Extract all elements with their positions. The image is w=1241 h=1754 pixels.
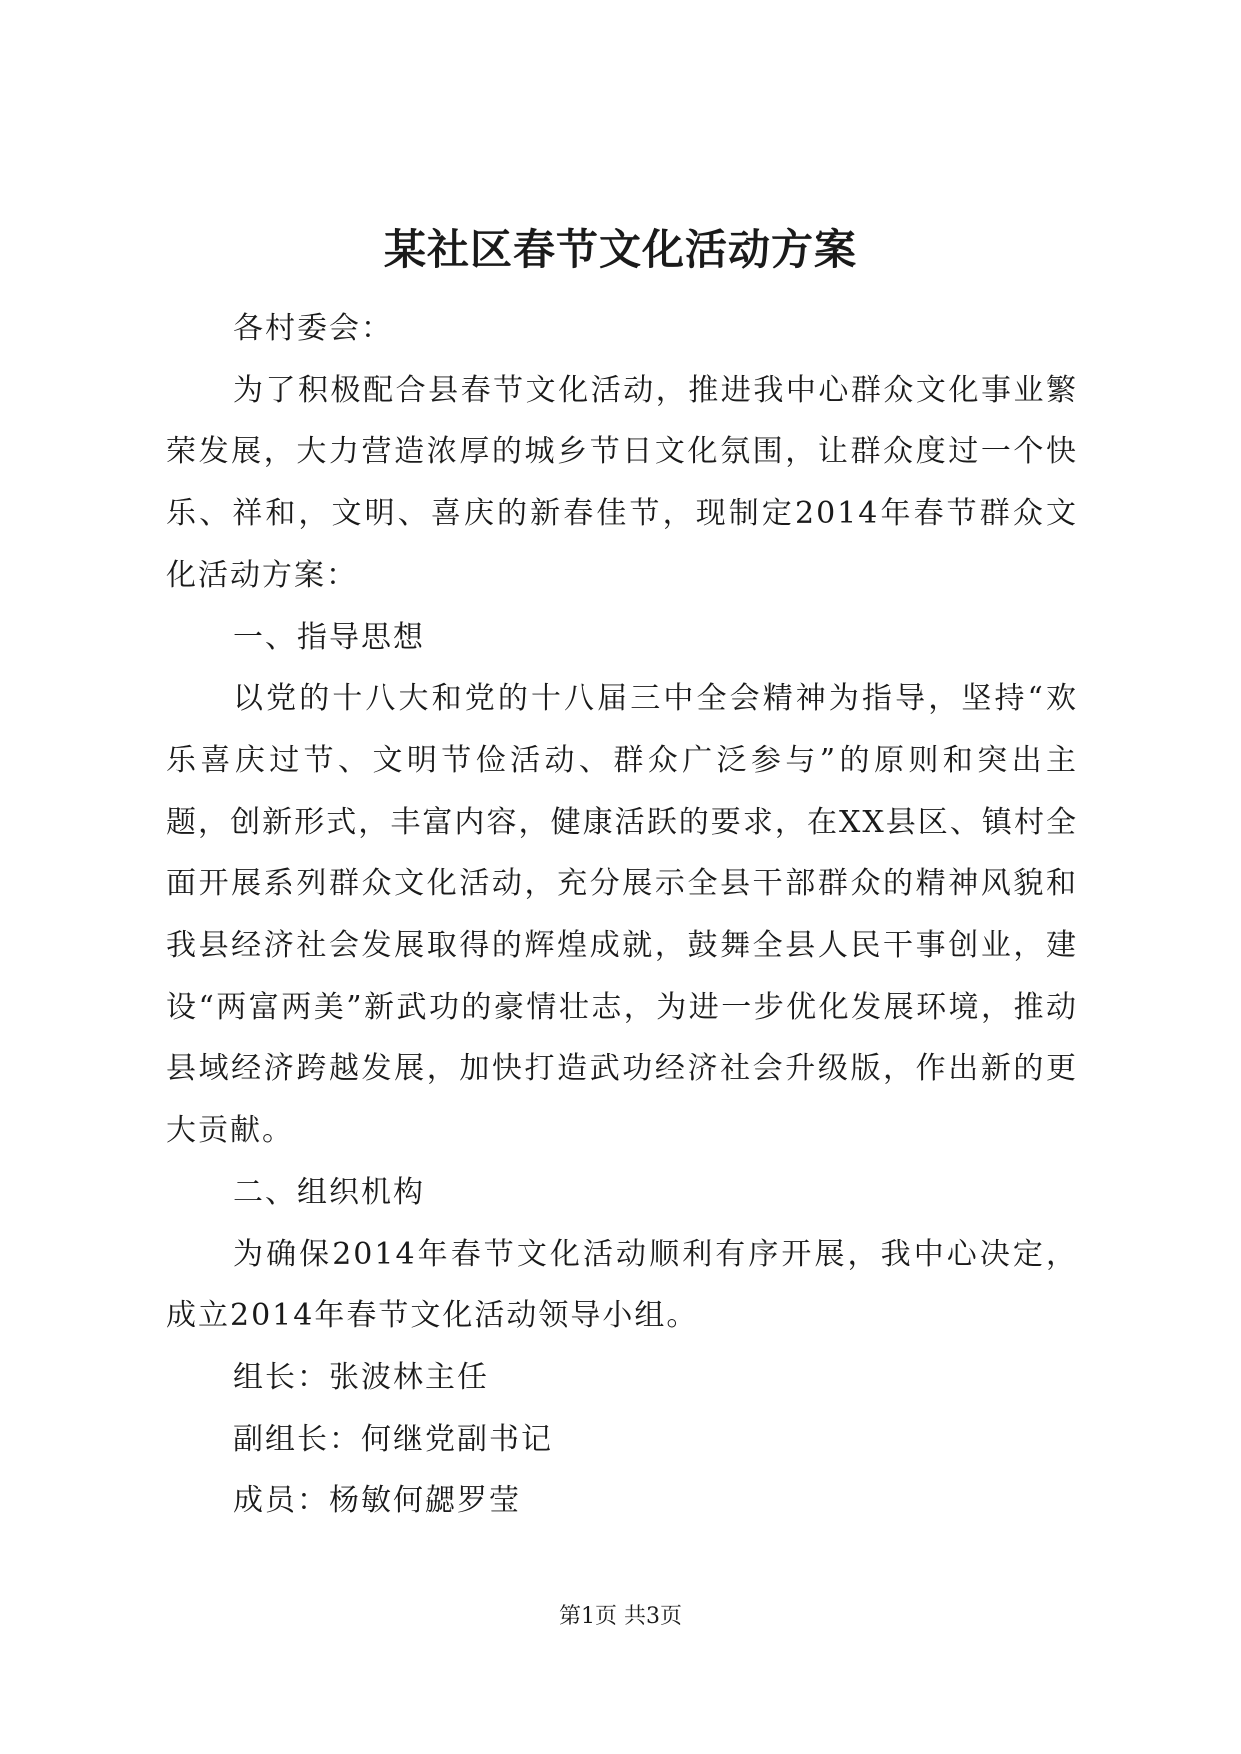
organization-paragraph: 为确保2014年春节文化活动顺利有序开展，我中心决定，成立2014年春节文化活动领导小组。 (166, 1236, 1078, 1334)
team-leader: 组长：张波林主任 (233, 1359, 489, 1395)
document-title: 某社区春节文化活动方案 (383, 225, 857, 274)
intro-paragraph: 为了积极配合县春节文化活动，推进我中心群众文化事业繁荣发展，大力营造浓厚的城乡节日文化氛围，让群众度过一个快乐、祥和，文明、喜庆的新春佳节，现制定2014年春节群众文化活动方案： (166, 372, 1078, 593)
section-heading-guiding-ideology: 一、指导思想 (233, 619, 425, 655)
document-body (166, 298, 1078, 1532)
team-members: 成员：杨敏何勰罗莹 (233, 1483, 521, 1519)
guiding-ideology-paragraph: 以党的十八大和党的十八届三中全会精神为指导，坚持“欢乐喜庆过节、文明节俭活动、群众广泛参与”的原则和突出主题，创新形式，丰富内容，健康活跃的要求，在XX县区、镇村全面开展系列群众文化活动，充分展示全县干部群众的精神风貌和我县经济社会发展取得的辉煌成就，鼓舞全县人民干事创业，建设“两富两美”新武功的豪情壮志，为进一步优化发展环境，推动县域经济跨越发展，加快打造武功经济社会升级版，作出新的更大贡献。 (166, 681, 1078, 1149)
salutation: 各村委会： (233, 311, 393, 346)
section-heading-organization: 二、组织机构 (233, 1174, 425, 1210)
page-number-footer: 第1页 共3页 (559, 1604, 682, 1629)
deputy-team-leader: 副组长：何继党副书记 (233, 1421, 553, 1457)
